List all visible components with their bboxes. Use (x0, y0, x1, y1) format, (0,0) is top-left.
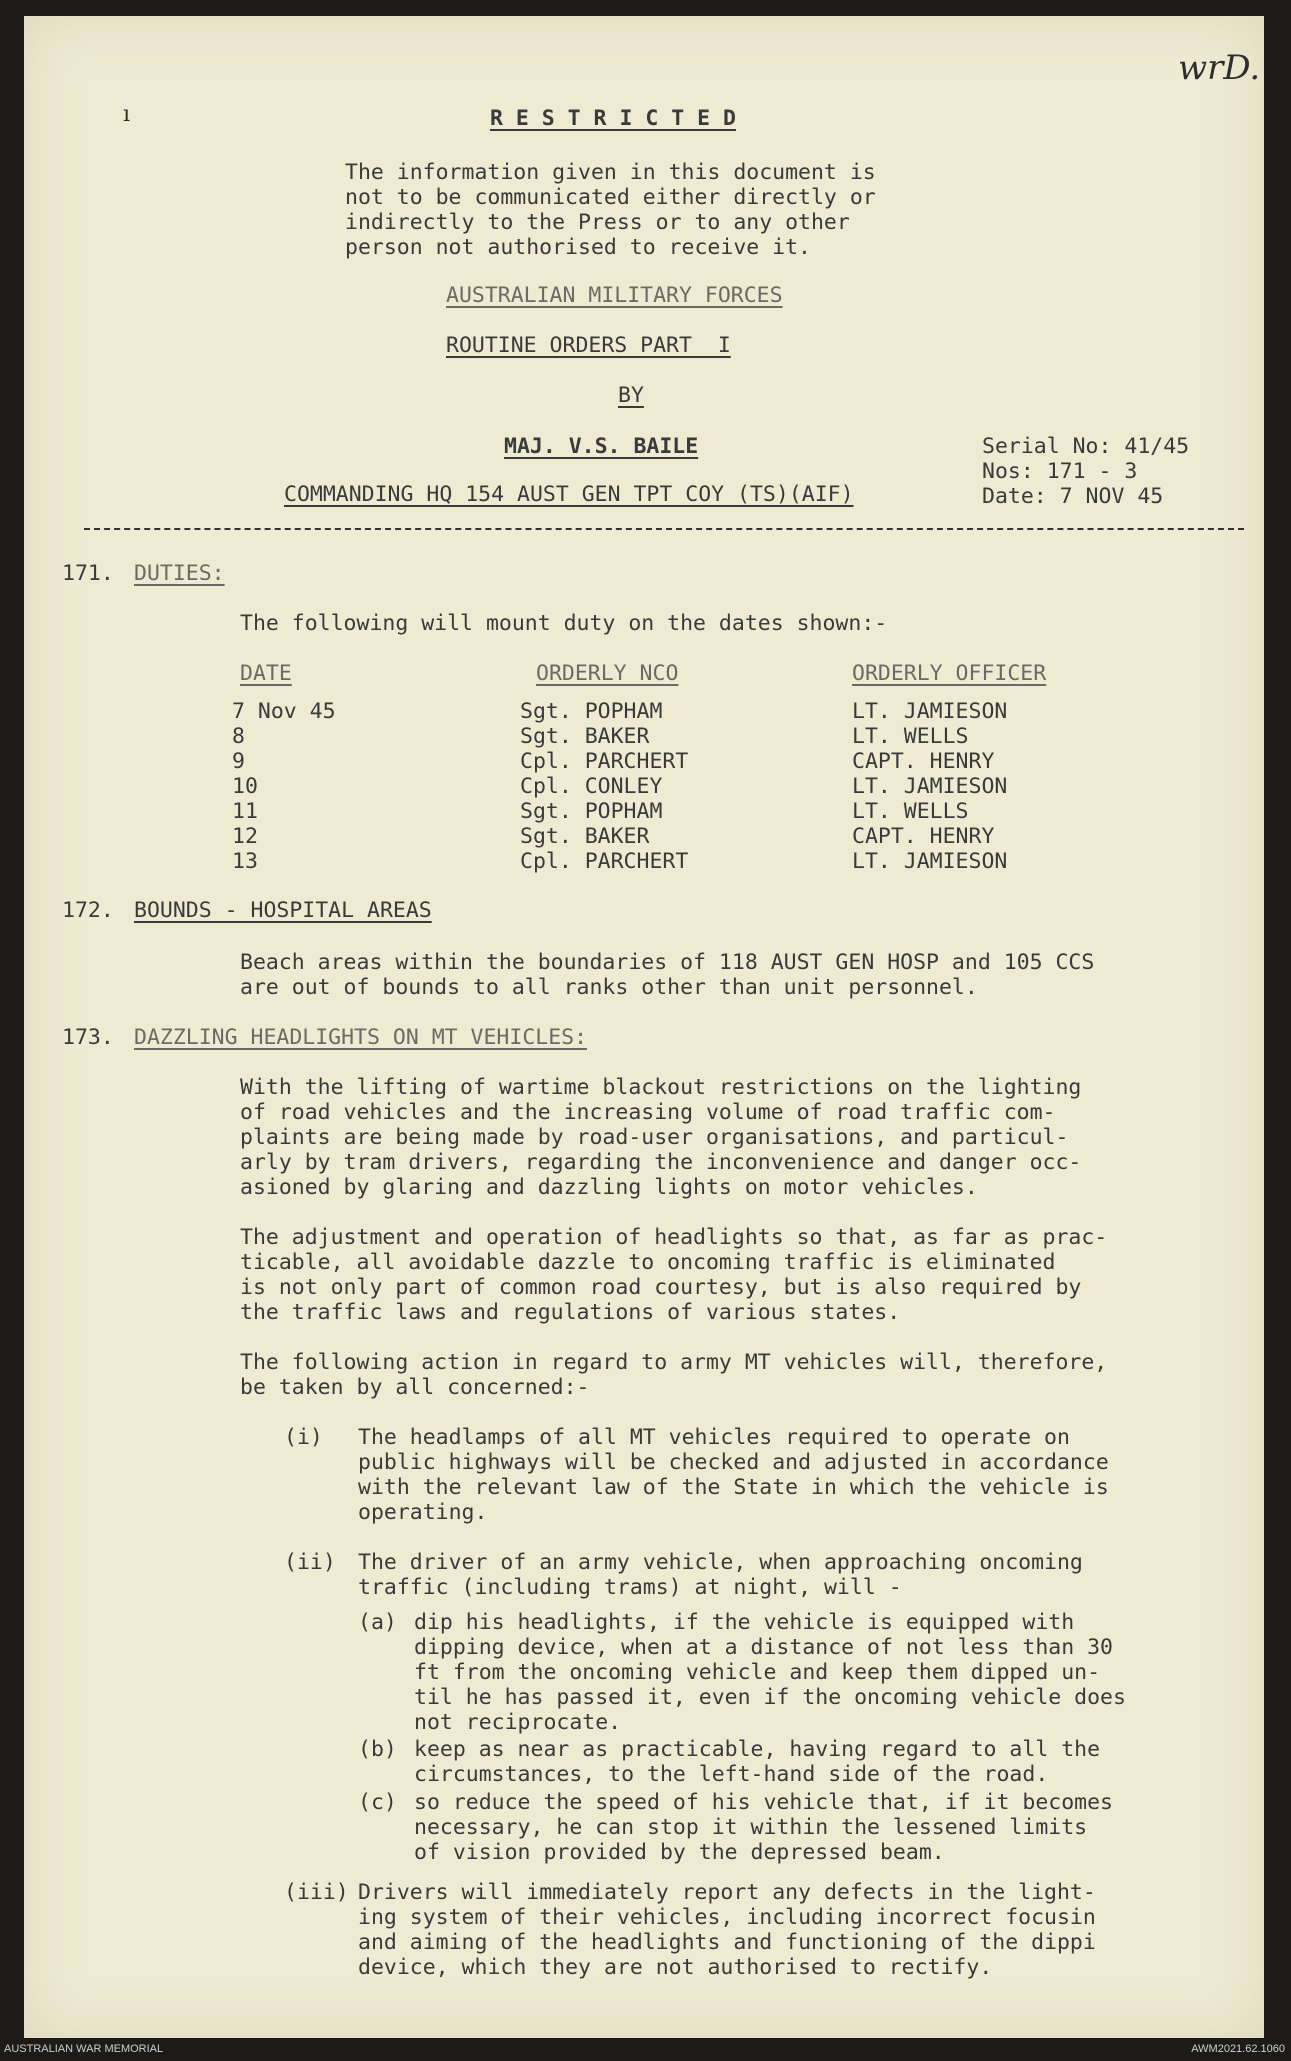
item-line: and aiming of the headlights and functioning of the dippi (358, 1930, 1096, 1955)
table-cell-date: 8 (232, 724, 245, 749)
item-line: The driver of an army vehicle, when approaching oncoming (358, 1550, 1083, 1575)
table-cell-officer: LT. WELLS (852, 799, 969, 824)
paragraph-line: the traffic laws and regulations of various states. (240, 1300, 901, 1325)
bounds-line: Beach areas within the boundaries of 118 AUST GEN HOSP and 105 CCS (240, 950, 1095, 975)
table-cell-nco: Sgt. POPHAM (520, 799, 663, 824)
sub-item-line: dip his headlights, if the vehicle is equipped with (414, 1610, 1075, 1635)
item-label: (iii) (284, 1880, 349, 1905)
table-cell-officer: LT. JAMIESON (852, 849, 1008, 874)
item-line: device, which they are not authorised to rectify. (358, 1955, 993, 1980)
table-cell-date: 9 (232, 749, 245, 774)
paragraph-line: The following action in regard to army MT vehicles will, therefore, (240, 1350, 1108, 1375)
organisation-heading: AUSTRALIAN MILITARY FORCES (446, 283, 783, 308)
item-line: The headlamps of all MT vehicles required to operate on (358, 1425, 1070, 1450)
column-header-officer: ORDERLY OFFICER (852, 661, 1047, 686)
table-cell-nco: Cpl. PARCHERT (520, 749, 689, 774)
margin-mark: ı (123, 102, 131, 127)
sub-item-label: (a) (358, 1610, 397, 1635)
sub-item-label: (b) (358, 1737, 397, 1762)
sub-item-line: dipping device, when at a distance of not less than 30 (414, 1635, 1113, 1660)
header-divider (84, 528, 1244, 530)
table-cell-date: 13 (232, 849, 258, 874)
orders-title: ROUTINE ORDERS PART I (446, 333, 731, 358)
table-cell-nco: Cpl. CONLEY (520, 774, 663, 799)
table-cell-date: 10 (232, 774, 258, 799)
sub-item-line: so reduce the speed of his vehicle that, if it becomes (414, 1790, 1113, 1815)
item-label: (ii) (284, 1550, 336, 1575)
bounds-line: are out of bounds to all ranks other than unit personnel. (240, 975, 978, 1000)
item-line: public highways will be checked and adjusted in accordance (358, 1450, 1109, 1475)
order-number-171: 171. (62, 561, 114, 586)
item-line: operating. (358, 1500, 488, 1525)
order-number-173: 173. (62, 1025, 114, 1050)
order-numbers: Nos: 171 - 3 (982, 459, 1138, 484)
sub-item-line: ft from the oncoming vehicle and keep them dipped un- (414, 1660, 1101, 1685)
column-header-date: DATE (240, 661, 292, 686)
serial-number: Serial No: 41/45 (982, 434, 1190, 459)
duties-heading: DUTIES: (134, 561, 225, 586)
paragraph-line: With the lifting of wartime blackout restrictions on the lighting (240, 1075, 1082, 1100)
item-line: with the relevant law of the State in which the vehicle is (358, 1475, 1109, 1500)
table-cell-officer: LT. WELLS (852, 724, 969, 749)
table-cell-date: 11 (232, 799, 258, 824)
paragraph-line: arly by tram drivers, regarding the inconvenience and danger occ- (240, 1150, 1082, 1175)
paragraph-line: asioned by glaring and dazzling lights on motor vehicles. (240, 1175, 978, 1200)
item-label: (i) (284, 1425, 323, 1450)
sub-item-line: of vision provided by the depressed beam. (414, 1840, 945, 1865)
command-line: COMMANDING HQ 154 AUST GEN TPT COY (TS)(AIF) (284, 482, 854, 507)
order-date: Date: 7 NOV 45 (982, 484, 1164, 509)
table-cell-officer: LT. JAMIESON (852, 774, 1008, 799)
table-cell-nco: Sgt. POPHAM (520, 699, 663, 724)
notice-line: not to be communicated either directly or (345, 185, 876, 210)
table-cell-nco: Cpl. PARCHERT (520, 849, 689, 874)
paragraph-line: of road vehicles and the increasing volume of road traffic com- (240, 1100, 1056, 1125)
paragraph-line: The adjustment and operation of headlights so that, as far as prac- (240, 1225, 1108, 1250)
item-line: Drivers will immediately report any defects in the light- (358, 1880, 1096, 1905)
paragraph-line: plaints are being made by road-user organisations, and particul- (240, 1125, 1069, 1150)
table-cell-nco: Sgt. BAKER (520, 824, 650, 849)
item-line: traffic (including trams) at night, will - (358, 1575, 902, 1600)
paragraph-line: ticable, all avoidable dazzle to oncoming traffic is eliminated (240, 1250, 1056, 1275)
table-cell-nco: Sgt. BAKER (520, 724, 650, 749)
sub-item-label: (c) (358, 1790, 397, 1815)
notice-line: person not authorised to receive it. (345, 235, 811, 260)
table-cell-officer: CAPT. HENRY (852, 824, 995, 849)
sub-item-line: not reciprocate. (414, 1710, 622, 1735)
sub-item-line: keep as near as practicable, having regard to all the (414, 1737, 1101, 1762)
item-line: ing system of their vehicles, including incorrect focusin (358, 1905, 1096, 1930)
archive-reference: AWM2021.62.1060 (1191, 2043, 1285, 2055)
table-cell-officer: LT. JAMIESON (852, 699, 1008, 724)
table-cell-officer: CAPT. HENRY (852, 749, 995, 774)
bounds-heading: BOUNDS - HOSPITAL AREAS (134, 898, 432, 923)
classification-heading: R E S T R I C T E D (490, 106, 736, 131)
sub-item-line: circumstances, to the left-hand side of the road. (414, 1762, 1049, 1787)
notice-line: The information given in this document is (345, 160, 876, 185)
sub-item-line: til he has passed it, even if the oncoming vehicle does (414, 1685, 1126, 1710)
sub-item-line: necessary, he can stop it within the lessened limits (414, 1815, 1088, 1840)
column-header-nco: ORDERLY NCO (536, 661, 679, 686)
order-number-172: 172. (62, 898, 114, 923)
paragraph-line: is not only part of common road courtesy, but is also required by (240, 1275, 1082, 1300)
commanding-officer: MAJ. V.S. BAILE (504, 434, 699, 459)
paragraph-line: be taken by all concerned:- (240, 1375, 590, 1400)
handwritten-annotation: wrD. (1178, 48, 1261, 88)
table-cell-date: 7 Nov 45 (232, 699, 336, 724)
archive-credit: AUSTRALIAN WAR MEMORIAL (4, 2043, 164, 2055)
notice-line: indirectly to the Press or to any other (345, 210, 850, 235)
headlights-heading: DAZZLING HEADLIGHTS ON MT VEHICLES: (134, 1025, 588, 1050)
table-cell-date: 12 (232, 824, 258, 849)
duties-intro: The following will mount duty on the dates shown:- (240, 611, 888, 636)
by-label: BY (618, 383, 644, 408)
